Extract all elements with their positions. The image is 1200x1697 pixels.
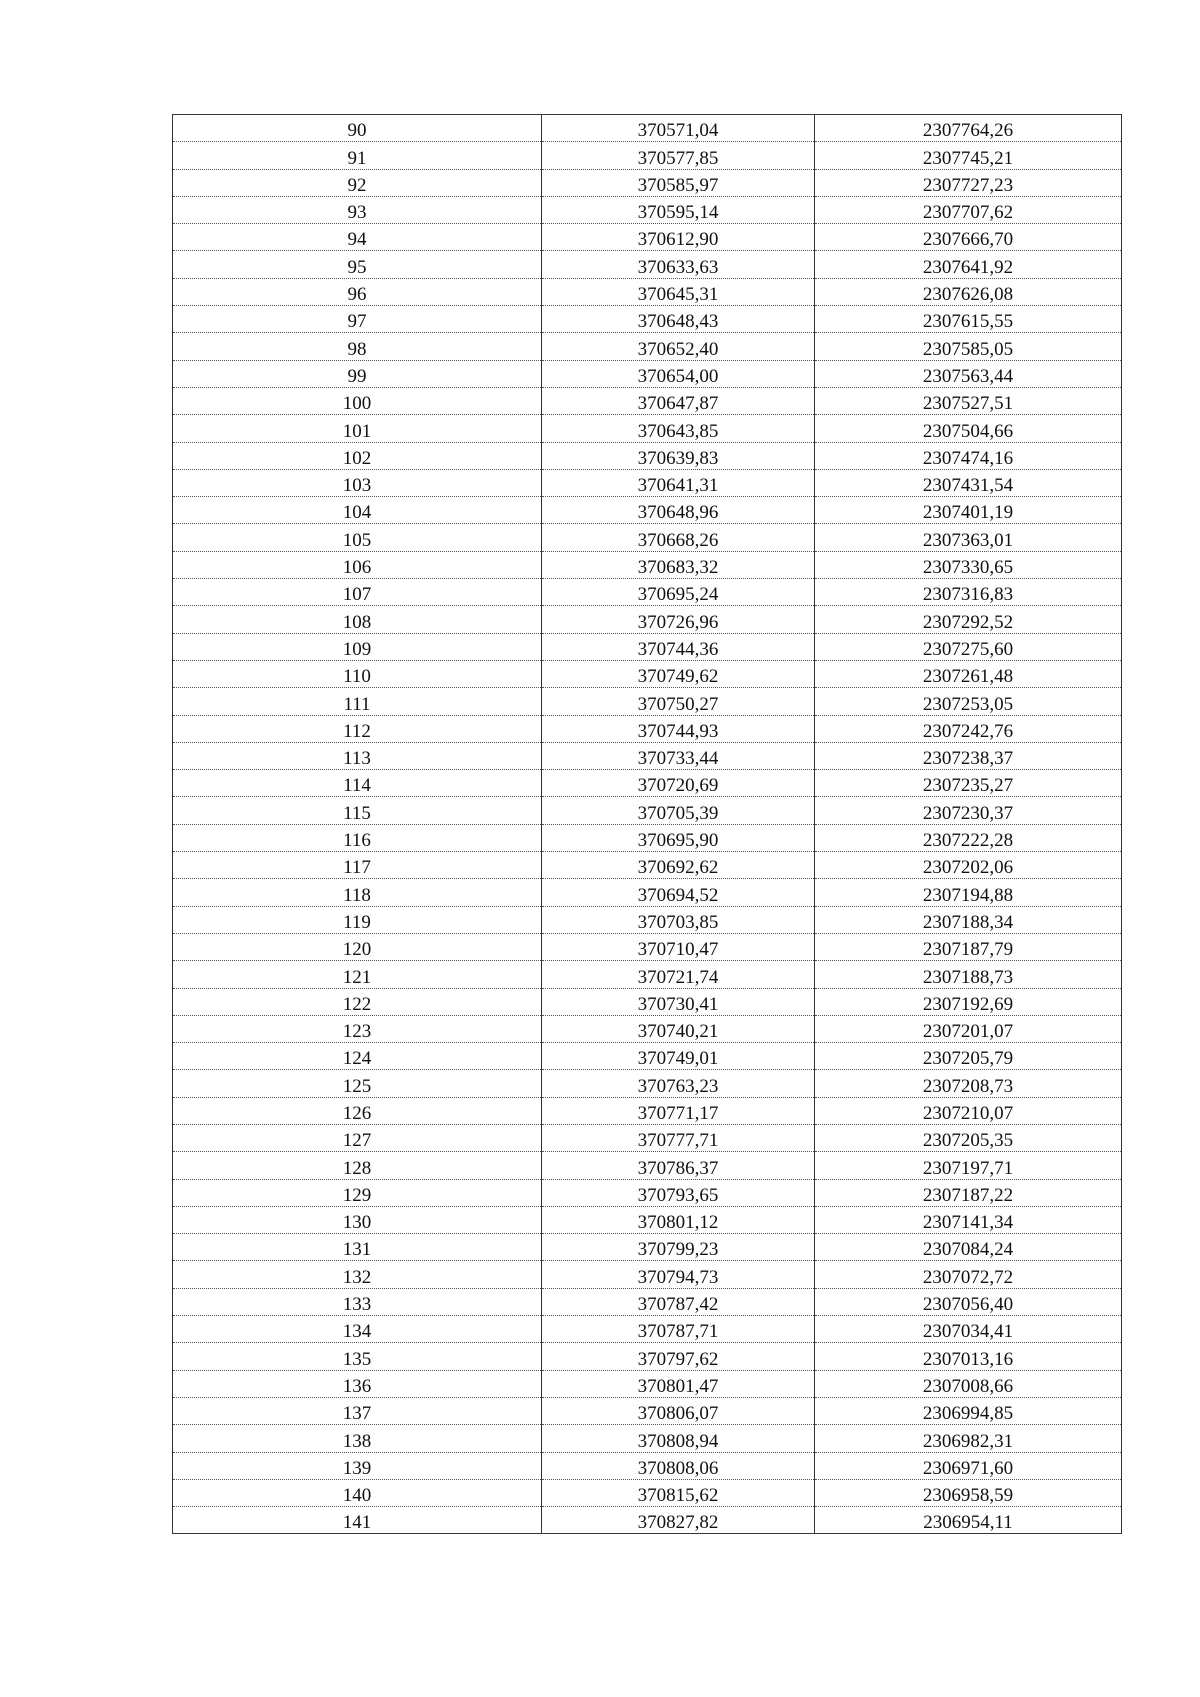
x-coordinate-cell: 370787,42 <box>542 1288 815 1315</box>
x-coordinate-cell: 370639,83 <box>542 442 815 469</box>
y-coordinate-cell: 2307230,37 <box>815 797 1122 824</box>
y-coordinate-cell: 2307034,41 <box>815 1316 1122 1343</box>
x-coordinate-cell: 370654,00 <box>542 360 815 387</box>
y-coordinate-cell: 2307330,65 <box>815 551 1122 578</box>
point-number-cell: 91 <box>173 142 542 169</box>
point-number-cell: 103 <box>173 469 542 496</box>
point-number-cell: 138 <box>173 1425 542 1452</box>
y-coordinate-cell: 2307275,60 <box>815 633 1122 660</box>
table-row <box>173 660 1122 687</box>
point-number-cell: 102 <box>173 442 542 469</box>
table-row <box>173 1179 1122 1206</box>
point-number-cell: 104 <box>173 497 542 524</box>
x-coordinate-cell: 370744,36 <box>542 633 815 660</box>
y-coordinate-cell: 2307745,21 <box>815 142 1122 169</box>
point-number-cell: 126 <box>173 1097 542 1124</box>
x-coordinate-cell: 370815,62 <box>542 1479 815 1506</box>
y-coordinate-cell: 2307615,55 <box>815 306 1122 333</box>
x-coordinate-cell: 370750,27 <box>542 688 815 715</box>
y-coordinate-cell: 2306971,60 <box>815 1452 1122 1479</box>
y-coordinate-cell: 2307242,76 <box>815 715 1122 742</box>
x-coordinate-cell: 370683,32 <box>542 551 815 578</box>
y-coordinate-cell: 2307563,44 <box>815 360 1122 387</box>
x-coordinate-cell: 370808,06 <box>542 1452 815 1479</box>
y-coordinate-cell: 2307008,66 <box>815 1370 1122 1397</box>
x-coordinate-cell: 370721,74 <box>542 961 815 988</box>
y-coordinate-cell: 2307707,62 <box>815 196 1122 223</box>
table-row <box>173 1124 1122 1151</box>
y-coordinate-cell: 2307205,35 <box>815 1124 1122 1151</box>
x-coordinate-cell: 370703,85 <box>542 906 815 933</box>
y-coordinate-cell: 2307292,52 <box>815 606 1122 633</box>
y-coordinate-cell: 2307013,16 <box>815 1343 1122 1370</box>
y-coordinate-cell: 2307431,54 <box>815 469 1122 496</box>
point-number-cell: 140 <box>173 1479 542 1506</box>
table-row <box>173 1070 1122 1097</box>
table-row <box>173 879 1122 906</box>
x-coordinate-cell: 370794,73 <box>542 1261 815 1288</box>
point-number-cell: 111 <box>173 688 542 715</box>
point-number-cell: 107 <box>173 579 542 606</box>
table-row <box>173 824 1122 851</box>
table-row <box>173 387 1122 414</box>
table-row <box>173 442 1122 469</box>
y-coordinate-cell: 2307188,73 <box>815 961 1122 988</box>
table-row <box>173 278 1122 305</box>
point-number-cell: 131 <box>173 1234 542 1261</box>
x-coordinate-cell: 370801,47 <box>542 1370 815 1397</box>
point-number-cell: 109 <box>173 633 542 660</box>
table-row <box>173 333 1122 360</box>
x-coordinate-cell: 370793,65 <box>542 1179 815 1206</box>
table-row <box>173 1343 1122 1370</box>
table-row <box>173 415 1122 442</box>
x-coordinate-cell: 370726,96 <box>542 606 815 633</box>
x-coordinate-cell: 370585,97 <box>542 169 815 196</box>
table-row <box>173 142 1122 169</box>
table-row <box>173 524 1122 551</box>
table-row <box>173 469 1122 496</box>
y-coordinate-cell: 2307764,26 <box>815 115 1122 142</box>
y-coordinate-cell: 2307641,92 <box>815 251 1122 278</box>
point-number-cell: 118 <box>173 879 542 906</box>
y-coordinate-cell: 2307205,79 <box>815 1043 1122 1070</box>
x-coordinate-cell: 370647,87 <box>542 387 815 414</box>
x-coordinate-cell: 370787,71 <box>542 1316 815 1343</box>
table-row <box>173 1097 1122 1124</box>
y-coordinate-cell: 2307316,83 <box>815 579 1122 606</box>
point-number-cell: 98 <box>173 333 542 360</box>
x-coordinate-cell: 370799,23 <box>542 1234 815 1261</box>
table-row <box>173 1152 1122 1179</box>
table-row <box>173 1316 1122 1343</box>
table-row <box>173 770 1122 797</box>
coordinates-table-body <box>173 115 1122 1534</box>
x-coordinate-cell: 370694,52 <box>542 879 815 906</box>
y-coordinate-cell: 2307208,73 <box>815 1070 1122 1097</box>
point-number-cell: 96 <box>173 278 542 305</box>
point-number-cell: 114 <box>173 770 542 797</box>
table-row <box>173 224 1122 251</box>
y-coordinate-cell: 2307363,01 <box>815 524 1122 551</box>
table-row <box>173 933 1122 960</box>
x-coordinate-cell: 370827,82 <box>542 1507 815 1534</box>
x-coordinate-cell: 370612,90 <box>542 224 815 251</box>
table-row <box>173 360 1122 387</box>
table-row <box>173 906 1122 933</box>
x-coordinate-cell: 370797,62 <box>542 1343 815 1370</box>
x-coordinate-cell: 370740,21 <box>542 1015 815 1042</box>
point-number-cell: 141 <box>173 1507 542 1534</box>
y-coordinate-cell: 2307727,23 <box>815 169 1122 196</box>
y-coordinate-cell: 2307626,08 <box>815 278 1122 305</box>
y-coordinate-cell: 2307056,40 <box>815 1288 1122 1315</box>
point-number-cell: 90 <box>173 115 542 142</box>
point-number-cell: 122 <box>173 988 542 1015</box>
table-row <box>173 688 1122 715</box>
y-coordinate-cell: 2307474,16 <box>815 442 1122 469</box>
y-coordinate-cell: 2307235,27 <box>815 770 1122 797</box>
x-coordinate-cell: 370710,47 <box>542 933 815 960</box>
y-coordinate-cell: 2307222,28 <box>815 824 1122 851</box>
point-number-cell: 99 <box>173 360 542 387</box>
point-number-cell: 123 <box>173 1015 542 1042</box>
x-coordinate-cell: 370645,31 <box>542 278 815 305</box>
x-coordinate-cell: 370771,17 <box>542 1097 815 1124</box>
x-coordinate-cell: 370668,26 <box>542 524 815 551</box>
x-coordinate-cell: 370786,37 <box>542 1152 815 1179</box>
table-row <box>173 251 1122 278</box>
x-coordinate-cell: 370720,69 <box>542 770 815 797</box>
point-number-cell: 108 <box>173 606 542 633</box>
y-coordinate-cell: 2307201,07 <box>815 1015 1122 1042</box>
y-coordinate-cell: 2307210,07 <box>815 1097 1122 1124</box>
x-coordinate-cell: 370648,96 <box>542 497 815 524</box>
y-coordinate-cell: 2307194,88 <box>815 879 1122 906</box>
x-coordinate-cell: 370808,94 <box>542 1425 815 1452</box>
y-coordinate-cell: 2306982,31 <box>815 1425 1122 1452</box>
table-row <box>173 961 1122 988</box>
point-number-cell: 94 <box>173 224 542 251</box>
table-row <box>173 852 1122 879</box>
point-number-cell: 101 <box>173 415 542 442</box>
y-coordinate-cell: 2307072,72 <box>815 1261 1122 1288</box>
table-row <box>173 169 1122 196</box>
point-number-cell: 113 <box>173 742 542 769</box>
point-number-cell: 97 <box>173 306 542 333</box>
y-coordinate-cell: 2307187,79 <box>815 933 1122 960</box>
x-coordinate-cell: 370695,90 <box>542 824 815 851</box>
x-coordinate-cell: 370641,31 <box>542 469 815 496</box>
y-coordinate-cell: 2307238,37 <box>815 742 1122 769</box>
table-row <box>173 1370 1122 1397</box>
y-coordinate-cell: 2307084,24 <box>815 1234 1122 1261</box>
table-row <box>173 633 1122 660</box>
table-row <box>173 1397 1122 1424</box>
y-coordinate-cell: 2307527,51 <box>815 387 1122 414</box>
x-coordinate-cell: 370595,14 <box>542 196 815 223</box>
table-row <box>173 742 1122 769</box>
x-coordinate-cell: 370695,24 <box>542 579 815 606</box>
point-number-cell: 125 <box>173 1070 542 1097</box>
y-coordinate-cell: 2307192,69 <box>815 988 1122 1015</box>
y-coordinate-cell: 2307666,70 <box>815 224 1122 251</box>
x-coordinate-cell: 370571,04 <box>542 115 815 142</box>
table-row <box>173 115 1122 142</box>
point-number-cell: 124 <box>173 1043 542 1070</box>
point-number-cell: 128 <box>173 1152 542 1179</box>
table-row <box>173 797 1122 824</box>
point-number-cell: 136 <box>173 1370 542 1397</box>
table-row <box>173 1288 1122 1315</box>
point-number-cell: 133 <box>173 1288 542 1315</box>
y-coordinate-cell: 2307401,19 <box>815 497 1122 524</box>
x-coordinate-cell: 370730,41 <box>542 988 815 1015</box>
point-number-cell: 92 <box>173 169 542 196</box>
point-number-cell: 105 <box>173 524 542 551</box>
table-row <box>173 1425 1122 1452</box>
y-coordinate-cell: 2307261,48 <box>815 660 1122 687</box>
table-row <box>173 1507 1122 1534</box>
y-coordinate-cell: 2306958,59 <box>815 1479 1122 1506</box>
y-coordinate-cell: 2306954,11 <box>815 1507 1122 1534</box>
x-coordinate-cell: 370643,85 <box>542 415 815 442</box>
table-row <box>173 579 1122 606</box>
point-number-cell: 132 <box>173 1261 542 1288</box>
point-number-cell: 119 <box>173 906 542 933</box>
x-coordinate-cell: 370633,63 <box>542 251 815 278</box>
x-coordinate-cell: 370648,43 <box>542 306 815 333</box>
y-coordinate-cell: 2307253,05 <box>815 688 1122 715</box>
table-row <box>173 1206 1122 1233</box>
table-row <box>173 606 1122 633</box>
point-number-cell: 110 <box>173 660 542 687</box>
table-row <box>173 497 1122 524</box>
y-coordinate-cell: 2306994,85 <box>815 1397 1122 1424</box>
table-row <box>173 1479 1122 1506</box>
table-row <box>173 1452 1122 1479</box>
y-coordinate-cell: 2307504,66 <box>815 415 1122 442</box>
x-coordinate-cell: 370652,40 <box>542 333 815 360</box>
coordinates-table <box>172 114 1122 1534</box>
point-number-cell: 121 <box>173 961 542 988</box>
table-row <box>173 306 1122 333</box>
y-coordinate-cell: 2307585,05 <box>815 333 1122 360</box>
x-coordinate-cell: 370705,39 <box>542 797 815 824</box>
point-number-cell: 137 <box>173 1397 542 1424</box>
y-coordinate-cell: 2307202,06 <box>815 852 1122 879</box>
x-coordinate-cell: 370749,01 <box>542 1043 815 1070</box>
x-coordinate-cell: 370692,62 <box>542 852 815 879</box>
x-coordinate-cell: 370801,12 <box>542 1206 815 1233</box>
x-coordinate-cell: 370744,93 <box>542 715 815 742</box>
point-number-cell: 127 <box>173 1124 542 1151</box>
point-number-cell: 134 <box>173 1316 542 1343</box>
x-coordinate-cell: 370763,23 <box>542 1070 815 1097</box>
table-row <box>173 1015 1122 1042</box>
y-coordinate-cell: 2307188,34 <box>815 906 1122 933</box>
y-coordinate-cell: 2307141,34 <box>815 1206 1122 1233</box>
x-coordinate-cell: 370733,44 <box>542 742 815 769</box>
x-coordinate-cell: 370777,71 <box>542 1124 815 1151</box>
point-number-cell: 120 <box>173 933 542 960</box>
x-coordinate-cell: 370749,62 <box>542 660 815 687</box>
table-row <box>173 715 1122 742</box>
point-number-cell: 117 <box>173 852 542 879</box>
point-number-cell: 129 <box>173 1179 542 1206</box>
point-number-cell: 135 <box>173 1343 542 1370</box>
point-number-cell: 130 <box>173 1206 542 1233</box>
y-coordinate-cell: 2307187,22 <box>815 1179 1122 1206</box>
table-row <box>173 551 1122 578</box>
point-number-cell: 115 <box>173 797 542 824</box>
point-number-cell: 100 <box>173 387 542 414</box>
point-number-cell: 116 <box>173 824 542 851</box>
point-number-cell: 139 <box>173 1452 542 1479</box>
point-number-cell: 112 <box>173 715 542 742</box>
table-row <box>173 1261 1122 1288</box>
table-row <box>173 196 1122 223</box>
point-number-cell: 106 <box>173 551 542 578</box>
table-row <box>173 988 1122 1015</box>
point-number-cell: 93 <box>173 196 542 223</box>
x-coordinate-cell: 370806,07 <box>542 1397 815 1424</box>
table-row <box>173 1234 1122 1261</box>
table-row <box>173 1043 1122 1070</box>
y-coordinate-cell: 2307197,71 <box>815 1152 1122 1179</box>
point-number-cell: 95 <box>173 251 542 278</box>
x-coordinate-cell: 370577,85 <box>542 142 815 169</box>
